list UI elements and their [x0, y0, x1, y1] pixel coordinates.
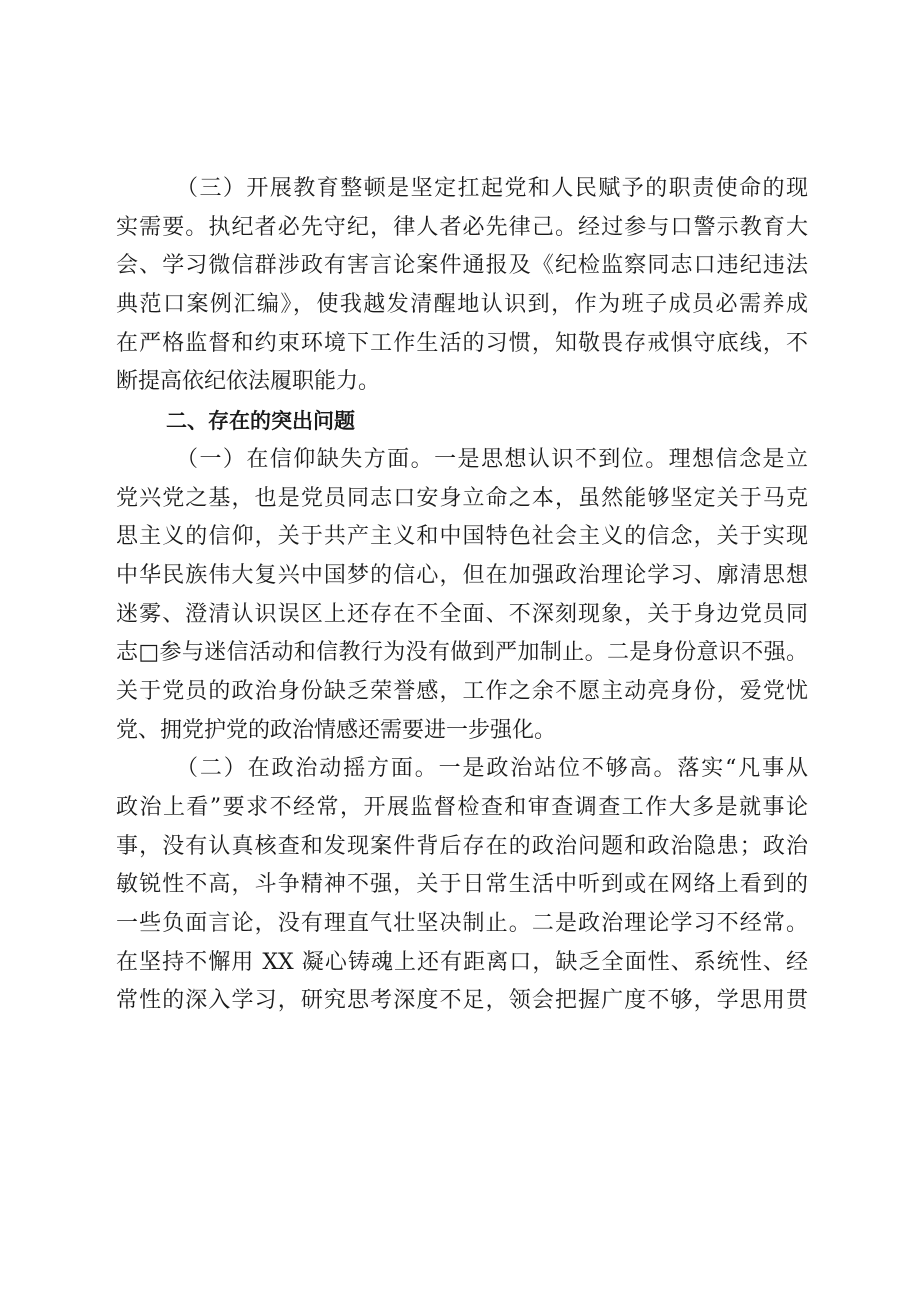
- paragraph-faith-lacking: [116, 441, 808, 751]
- paragraph-line: 迷雾、澄清认识误区上还存在不全面、不深刻现象，关于身边党员同: [116, 601, 808, 627]
- paragraph-line: （二）在政治动摇方面。一是政治站位不够高。落实“凡事从: [176, 756, 808, 782]
- paragraph-line: 政治上看”要求不经常，开展监督检查和审查调查工作大多是就事论: [116, 795, 808, 820]
- paragraph-line: 实需要。执纪者必先守纪，律人者必先律己。经过参与口警示教育大: [116, 214, 808, 240]
- paragraph-line: 事，没有认真核查和发现案件背后存在的政治问题和政治隐患；政治: [116, 833, 808, 859]
- paragraph-line: 断提高依纪依法履职能力。: [116, 369, 381, 395]
- paragraph-line: 中华民族伟大复兴中国梦的信心，但在加强政治理论学习、廓清思想: [116, 562, 808, 588]
- paragraph-line: 敏锐性不高，斗争精神不强，关于日常生活中听到或在网络上看到的: [116, 872, 808, 898]
- paragraph-political-wavering: [116, 750, 808, 1021]
- document-body: [116, 170, 808, 1021]
- paragraph-line: 关于党员的政治身份缺乏荣誉感，工作之余不愿主动亮身份，爱党忧: [116, 678, 808, 704]
- paragraph-line: （一）在信仰缺失方面。一是思想认识不到位。理想信念是立: [176, 446, 808, 472]
- section-heading: 二、存在的突出问题: [166, 409, 355, 434]
- paragraph-line: 常性的深入学习，研究思考深度不足，领会把握广度不够，学思用贯: [116, 988, 808, 1014]
- paragraph-line: 思主义的信仰，关于共产主义和中国特色社会主义的信念，关于实现: [116, 524, 808, 550]
- paragraph-line: 典范口案例汇编》，使我越发清醒地认识到，作为班子成员必需养成: [116, 292, 808, 318]
- paragraph-line: 党兴党之基，也是党员同志口安身立命之本，虽然能够坚定关于马克: [116, 485, 808, 511]
- paragraph-line: 会、学习微信群涉政有害言论案件通报及《纪检监察同志口违纪违法: [116, 253, 808, 279]
- paragraph-education-rectification: [116, 170, 808, 402]
- paragraph-line: 一些负面言论，没有理直气壮坚决制止。二是政治理论学习不经常。: [116, 911, 808, 937]
- paragraph-line: 在严格监督和约束环境下工作生活的习惯，知敬畏存戒惧守底线，不: [116, 330, 808, 356]
- paragraph-line: 志□参与迷信活动和信教行为没有做到严加制止。二是身份意识不强。: [116, 640, 808, 666]
- paragraph-line: （三）开展教育整顿是坚定扛起党和人民赋予的职责使命的现: [176, 176, 808, 201]
- paragraph-line: 党、拥党护党的政治情感还需要进一步强化。: [116, 717, 557, 743]
- paragraph-line: 在坚持不懈用 XX 凝心铸魂上还有距离口，缺乏全面性、系统性、经: [116, 949, 808, 975]
